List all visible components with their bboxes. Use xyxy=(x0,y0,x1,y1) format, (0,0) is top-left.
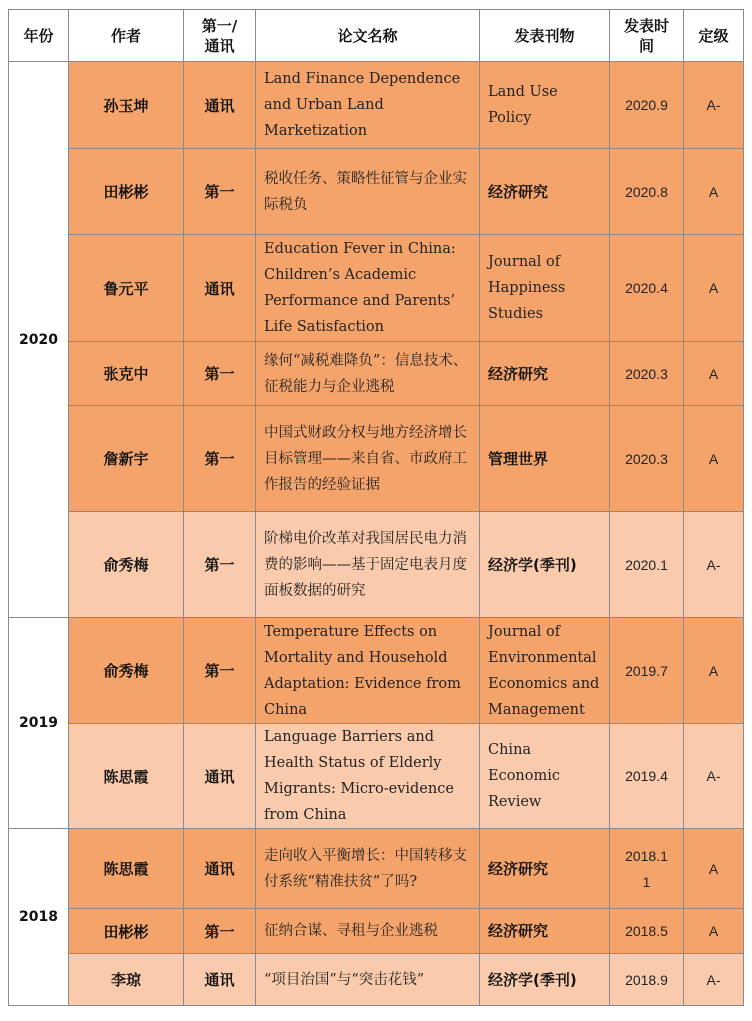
author-cell: 俞秀梅 xyxy=(69,512,184,618)
year-cell-2020: 2020 xyxy=(9,62,69,618)
author-cell: 张克中 xyxy=(69,342,184,406)
year-cell-2019: 2019 xyxy=(9,618,69,829)
author-cell: 陈思霞 xyxy=(69,829,184,909)
title-cell: “项目治国”与“突击花钱” xyxy=(256,954,480,1006)
title-cell: 征纳合谋、寻租与企业逃税 xyxy=(256,909,480,954)
role-cell: 第一 xyxy=(184,909,256,954)
role-cell: 通讯 xyxy=(184,62,256,149)
header-role-text: 第一/通讯 xyxy=(201,16,238,55)
title-cell: 缘何“减税难降负”：信息技术、征税能力与企业逃税 xyxy=(256,342,480,406)
table-row xyxy=(9,62,744,149)
table-row xyxy=(9,724,744,829)
date-cell: 2020.8 xyxy=(610,149,684,235)
header-row xyxy=(9,10,744,62)
role-cell: 通讯 xyxy=(184,235,256,342)
role-cell: 通讯 xyxy=(184,829,256,909)
table-row xyxy=(9,235,744,342)
date-cell: 2018.5 xyxy=(610,909,684,954)
role-cell: 第一 xyxy=(184,618,256,724)
journal-cell: 经济研究 xyxy=(480,829,610,909)
journal-cell: 经济学(季刊) xyxy=(480,954,610,1006)
table-row xyxy=(9,406,744,512)
date-cell: 2020.3 xyxy=(610,342,684,406)
journal-cell: China Economic Review xyxy=(480,724,610,829)
year-cell-2018: 2018 xyxy=(9,829,69,1006)
title-cell: Temperature Effects on Mortality and Household Adaptation: Evidence from China xyxy=(256,618,480,724)
grade-cell: A- xyxy=(684,724,744,829)
date-text: 2018.11 xyxy=(625,847,668,890)
grade-cell: A- xyxy=(684,62,744,149)
table-row xyxy=(9,954,744,1006)
title-cell: 税收任务、策略性征管与企业实际税负 xyxy=(256,149,480,235)
role-cell: 第一 xyxy=(184,512,256,618)
journal-cell: Land Use Policy xyxy=(480,62,610,149)
grade-cell: A xyxy=(684,342,744,406)
title-cell: 阶梯电价改革对我国居民电力消费的影响——基于固定电表月度面板数据的研究 xyxy=(256,512,480,618)
header-journal: 发表刊物 xyxy=(480,10,610,62)
table-row xyxy=(9,149,744,235)
header-year: 年份 xyxy=(9,10,69,62)
header-author: 作者 xyxy=(69,10,184,62)
title-cell: Language Barriers and Health Status of Elderly Migrants: Micro-evidence from China xyxy=(256,724,480,829)
date-cell: 2020.9 xyxy=(610,62,684,149)
table-row xyxy=(9,909,744,954)
grade-cell: A- xyxy=(684,954,744,1006)
header-date xyxy=(610,10,684,62)
header-role xyxy=(184,10,256,62)
grade-cell: A xyxy=(684,149,744,235)
table-row xyxy=(9,512,744,618)
role-cell: 通讯 xyxy=(184,724,256,829)
role-cell: 通讯 xyxy=(184,954,256,1006)
journal-cell: 经济研究 xyxy=(480,149,610,235)
date-cell: 2020.4 xyxy=(610,235,684,342)
journal-cell: 经济学(季刊) xyxy=(480,512,610,618)
grade-cell: A xyxy=(684,235,744,342)
author-cell: 詹新宇 xyxy=(69,406,184,512)
journal-cell: 经济研究 xyxy=(480,909,610,954)
journal-cell: 管理世界 xyxy=(480,406,610,512)
author-cell: 陈思霞 xyxy=(69,724,184,829)
role-cell: 第一 xyxy=(184,342,256,406)
author-cell: 俞秀梅 xyxy=(69,618,184,724)
role-cell: 第一 xyxy=(184,149,256,235)
journal-cell: Journal of Environmental Economics and Management xyxy=(480,618,610,724)
table-row xyxy=(9,829,744,909)
role-cell: 第一 xyxy=(184,406,256,512)
title-cell: Land Finance Dependence and Urban Land Marketization xyxy=(256,62,480,149)
date-cell: 2019.7 xyxy=(610,618,684,724)
header-date-text: 发表时间 xyxy=(623,16,669,55)
author-cell: 田彬彬 xyxy=(69,149,184,235)
date-cell: 2019.4 xyxy=(610,724,684,829)
author-cell: 孙玉坤 xyxy=(69,62,184,149)
author-cell: 田彬彬 xyxy=(69,909,184,954)
date-cell: 2018.9 xyxy=(610,954,684,1006)
author-cell: 李琼 xyxy=(69,954,184,1006)
grade-cell: A xyxy=(684,406,744,512)
title-cell: 走向收入平衡增长：中国转移支付系统“精准扶贫”了吗? xyxy=(256,829,480,909)
grade-cell: A- xyxy=(684,512,744,618)
journal-cell: 经济研究 xyxy=(480,342,610,406)
journal-cell: Journal of Happiness Studies xyxy=(480,235,610,342)
date-cell: 2020.1 xyxy=(610,512,684,618)
grade-cell: A xyxy=(684,618,744,724)
grade-cell: A xyxy=(684,909,744,954)
header-title: 论文名称 xyxy=(256,10,480,62)
header-grade: 定级 xyxy=(684,10,744,62)
author-cell: 鲁元平 xyxy=(69,235,184,342)
table-row xyxy=(9,618,744,724)
title-cell: 中国式财政分权与地方经济增长目标管理——来自省、市政府工作报告的经验证据 xyxy=(256,406,480,512)
papers-table xyxy=(8,9,744,1006)
grade-cell: A xyxy=(684,829,744,909)
title-cell: Education Fever in China: Children’s Academic Performance and Parents’ Life Satisfaction xyxy=(256,235,480,342)
date-cell: 2020.3 xyxy=(610,406,684,512)
date-cell xyxy=(610,829,684,909)
table-row xyxy=(9,342,744,406)
